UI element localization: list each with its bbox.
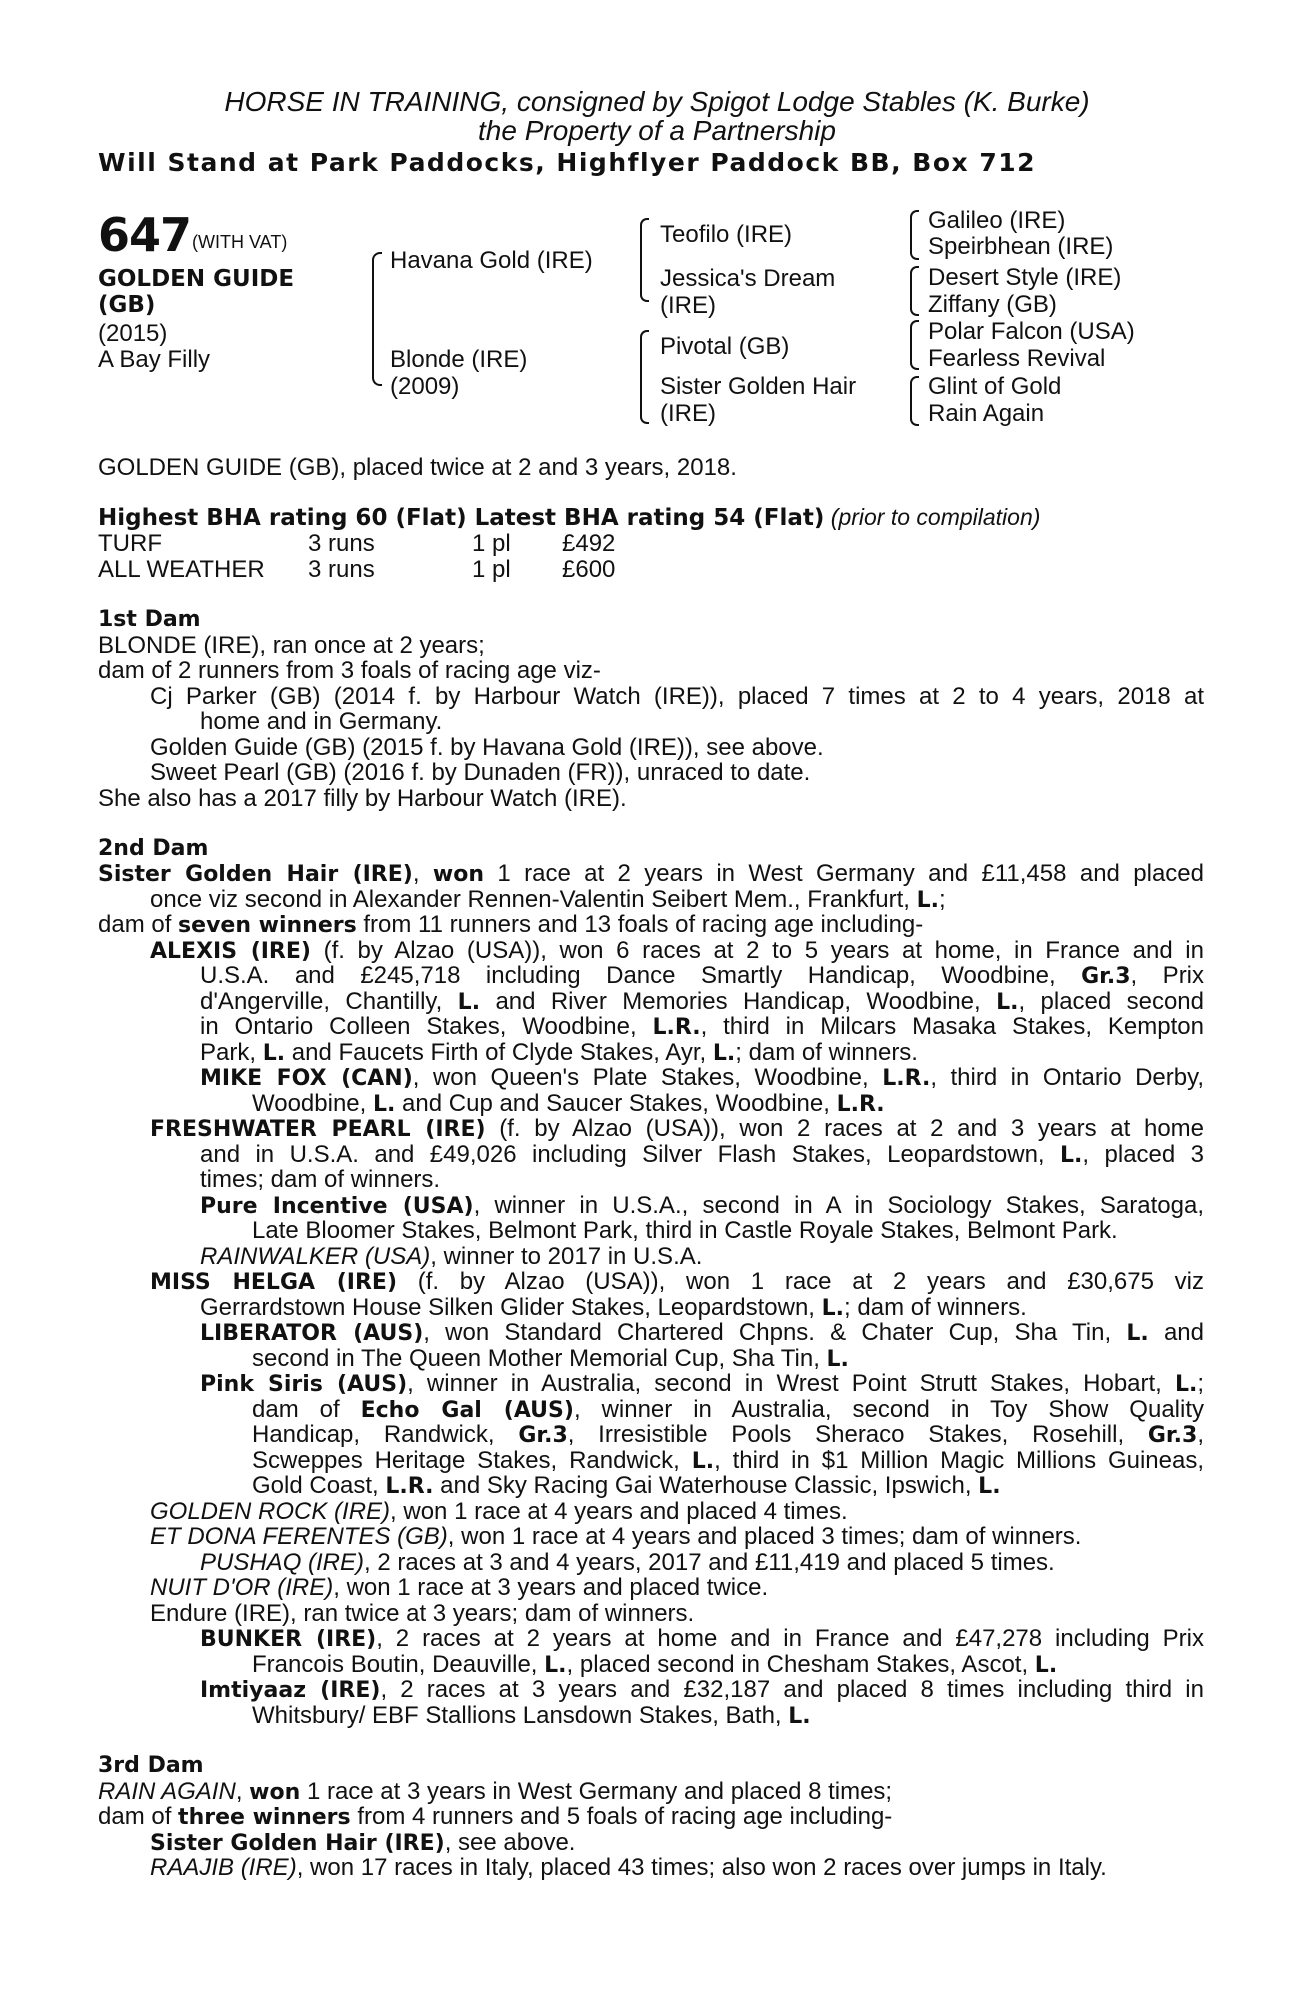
alexis-l4b: L.R.: [652, 1015, 701, 1040]
alexis-l5b: L.: [262, 1041, 286, 1066]
pure-incentive-line-1: [200, 1193, 1204, 1219]
produce-2017-filly: She also has a 2017 filly by Harbour Watch (IRE).: [98, 785, 627, 812]
mh-l2b: L.: [821, 1296, 845, 1321]
alexis-l5a: Park,: [200, 1039, 257, 1066]
liberator-line-2: [252, 1346, 849, 1372]
granddam-1: Speirbhean (IRE): [928, 233, 1114, 260]
im-l1: , 2 races at 3 years and £32,187 and placed 8 times including third in: [380, 1676, 1204, 1703]
raajib-rest: , won 17 races in Italy, placed 43 times; also won 2 races over jumps in Italy.: [296, 1854, 1107, 1881]
pi-l1: , winner in U.S.A., second in A in Sociology Stakes, Saratoga,: [473, 1192, 1205, 1219]
mike-fox-line-1: [200, 1065, 1204, 1091]
nd-rest: , won 1 race at 3 years and placed twice.: [333, 1574, 769, 1601]
alexis-l3c: and River Memories Handicap, Woodbine,: [495, 988, 981, 1015]
produce-sweet-pearl: Sweet Pearl (GB) (2016 f. by Dunaden (FR)), unraced to date.: [150, 759, 811, 786]
ps-l1a: , winner in Australia, second in Wrest Point Strutt Stakes, Hobart,: [407, 1370, 1162, 1397]
turf-runs: 3 runs: [308, 530, 375, 557]
ps-l3e: ,: [1197, 1421, 1204, 1448]
aw-runs: 3 runs: [308, 556, 375, 583]
first-dam-heading: 1st Dam: [98, 607, 201, 632]
ps-l5b: L.R.: [385, 1474, 434, 1499]
dam-line-bracket: [640, 330, 649, 424]
sgh-line-1: Sister Golden Hair (IRE), won 1 race at 2 years in West Germany and £11,458 and placed: [98, 860, 1204, 887]
alexis-line-2: [200, 963, 1204, 989]
lib-name: LIBERATOR (AUS): [200, 1321, 424, 1346]
gr-name: GOLDEN ROCK (IRE): [150, 1498, 391, 1525]
alexis-l2a: U.S.A. and £245,718 including Dance Smartly Handicap, Woodbine,: [200, 962, 1056, 989]
alexis-l5c: and Faucets Firth of Clyde Stakes, Ayr,: [291, 1039, 707, 1066]
mike-l1c: , third in Ontario Derby,: [930, 1064, 1204, 1091]
edf-rest: , won 1 race at 4 years and placed 3 times; dam of winners.: [447, 1523, 1082, 1550]
pure-incentive-line-2: Late Bloomer Stakes, Belmont Park, third in Castle Royale Stakes, Belmont Park.: [252, 1217, 1118, 1244]
fp-l2a: and in U.S.A. and £49,026 including Silver Flash Stakes, Leopardstown,: [200, 1141, 1045, 1168]
ps-l3b: Gr.3: [518, 1423, 568, 1448]
gr-rest: , won 1 race at 4 years and placed 4 times.: [390, 1498, 848, 1525]
alexis-name: ALEXIS (IRE): [150, 939, 311, 964]
alexis-l3a: d'Angerville, Chantilly,: [200, 988, 443, 1015]
g-bracket-1: [910, 210, 919, 260]
produce-cj-parker-cont: home and in Germany.: [200, 708, 443, 735]
bunker-line-1: [200, 1626, 1204, 1652]
pu-name: PUSHAQ (IRE): [200, 1549, 365, 1576]
dam3-sgh-rest: , see above.: [444, 1829, 576, 1856]
dam-of-b: seven winners: [178, 913, 357, 938]
freshwater-line-3: times; dam of winners.: [200, 1166, 441, 1193]
turf-placed: 1 pl: [472, 530, 511, 557]
miss-helga-line-2: [200, 1295, 1027, 1321]
sire-sire: Teofilo (IRE): [660, 221, 793, 248]
bu-l1: , 2 races at 2 years at home and in France and £47,278 including Prix: [376, 1625, 1205, 1652]
ps-l1c: ;: [1197, 1370, 1204, 1397]
dam3-of-c: from 4 runners and 5 foals of racing age including-: [357, 1803, 893, 1830]
miss-helga-line-1: [150, 1269, 1204, 1295]
alexis-l5d: L.: [712, 1041, 736, 1066]
granddam-2: Ziffany (GB): [928, 291, 1057, 318]
mh-l2c: ; dam of winners.: [844, 1294, 1027, 1321]
bu-l2c: , placed second in Chesham Stakes, Ascot,: [566, 1651, 1029, 1678]
rain-again-rest: 1 race at 3 years in West Germany and placed 8 times;: [306, 1778, 893, 1805]
first-dam-line: BLONDE (IRE), ran once at 2 years;: [98, 632, 485, 659]
alexis-line-3: [200, 989, 1204, 1015]
ps-l5d: L.: [978, 1474, 1001, 1499]
fp-name: FRESHWATER PEARL (IRE): [150, 1117, 486, 1142]
dam: Blonde (IRE): [390, 346, 528, 373]
third-dam-line-4: [150, 1855, 1107, 1880]
rw-rest: , winner to 2017 in U.S.A.: [430, 1243, 703, 1270]
dam3-sgh-name: Sister Golden Hair (IRE): [150, 1831, 445, 1856]
foaling-year: (2015): [98, 320, 168, 347]
lib-l1b: L.: [1126, 1321, 1149, 1346]
et-dona-ferentes-line: [150, 1524, 1081, 1549]
alexis-l3e: , placed second: [1018, 988, 1204, 1015]
ps-l5c: and Sky Racing Gai Waterhouse Classic, Ipswich,: [440, 1472, 972, 1499]
pushaq-line: [200, 1550, 1055, 1575]
g-bracket-3: [910, 320, 919, 370]
fp-l2b: L.: [1060, 1143, 1083, 1168]
mh-l1: (f. by Alzao (USA)), won 1 race at 2 years and £30,675 viz: [417, 1268, 1205, 1295]
nuit-dor-line: [150, 1575, 768, 1600]
sgh-won: won: [432, 862, 484, 887]
raajib-name: RAAJIB (IRE): [150, 1854, 297, 1881]
header-consignor: HORSE IN TRAINING, consigned by Spigot Lodge Stables (K. Burke): [224, 86, 1090, 117]
header-property: the Property of a Partnership: [478, 115, 836, 146]
dam3-of-a: dam of: [98, 1803, 172, 1830]
endure-line: Endure (IRE), ran twice at 3 years; dam of winners.: [150, 1600, 695, 1627]
pink-siris-line-3: [252, 1422, 1204, 1448]
dam-of-line: [98, 912, 923, 938]
bunker-line-2: [252, 1652, 1057, 1678]
horse-description: A Bay Filly: [98, 346, 211, 373]
grandsire-3: Polar Falcon (USA): [928, 318, 1135, 345]
alexis-l2b: Gr.3: [1081, 964, 1131, 989]
bu-name: BUNKER (IRE): [200, 1627, 377, 1652]
ps-l2b: Echo Gal (AUS): [360, 1398, 574, 1423]
bu-l2d: L.: [1034, 1653, 1058, 1678]
sire-dam-origin: (IRE): [660, 292, 716, 319]
imtiyaaz-line-2: [252, 1703, 811, 1729]
third-dam-heading: 3rd Dam: [98, 1753, 204, 1778]
produce-cj-parker: Cj Parker (GB) (2014 f. by Harbour Watch (IRE)), placed 7 times at 2 to 4 years, 2018 at: [150, 683, 1204, 710]
imtiyaaz-line-1: [200, 1677, 1204, 1703]
mike-l2a: Woodbine,: [252, 1090, 367, 1117]
turf-prize: £492: [562, 530, 616, 557]
mike-name: MIKE FOX (CAN): [200, 1066, 413, 1091]
nd-name: NUIT D'OR (IRE): [150, 1574, 334, 1601]
rain-again-won: won: [249, 1780, 301, 1805]
grandsire-4: Glint of Gold: [928, 373, 1062, 400]
aw-placed: 1 pl: [472, 556, 511, 583]
dam-dam: Sister Golden Hair: [660, 373, 857, 400]
grandsire-1: Galileo (IRE): [928, 207, 1066, 234]
pink-siris-line-1: [200, 1371, 1204, 1397]
mike-l2c: and Cup and Saucer Stakes, Woodbine,: [402, 1090, 830, 1117]
mh-l2a: Gerrardstown House Silken Glider Stakes, Leopardstown,: [200, 1294, 815, 1321]
third-dam-line-1: [98, 1779, 892, 1805]
grandsire-2: Desert Style (IRE): [928, 264, 1122, 291]
mike-fox-line-2: [252, 1091, 885, 1117]
lib-l1a: , won Standard Chartered Chpns. & Chater Cup, Sha Tin,: [423, 1319, 1112, 1346]
sire-line-bracket: [640, 218, 649, 302]
horse-origin: (GB): [98, 292, 156, 318]
bu-l2a: Francois Boutin, Deauville,: [252, 1651, 538, 1678]
liberator-line-1: [200, 1320, 1204, 1346]
freshwater-line-2: [200, 1142, 1204, 1168]
sgh-rest: 1 race at 2 years in West Germany and £11,458 and placed: [497, 860, 1204, 887]
alexis-l4a: in Ontario Colleen Stakes, Woodbine,: [200, 1013, 637, 1040]
aw-prize: £600: [562, 556, 616, 583]
golden-rock-line: [150, 1499, 848, 1524]
granddam-3: Fearless Revival: [928, 345, 1106, 372]
sire: Havana Gold (IRE): [390, 247, 593, 274]
aw-surface: ALL WEATHER: [98, 556, 265, 583]
summary-line: GOLDEN GUIDE (GB), placed twice at 2 and 3 years, 2018.: [98, 454, 737, 481]
vat-label: (WITH VAT): [192, 232, 288, 252]
ps-l5a: Gold Coast,: [252, 1472, 379, 1499]
alexis-line-4: [200, 1014, 1204, 1040]
ps-l4c: , third in $1 Million Magic Millions Guineas,: [714, 1447, 1205, 1474]
ps-l3d: Gr.3: [1147, 1423, 1198, 1448]
ratings-bold: Highest BHA rating 60 (Flat) Latest BHA rating 54 (Flat): [98, 505, 825, 531]
ps-name: Pink Siris (AUS): [200, 1372, 408, 1397]
alexis-l5e: ; dam of winners.: [735, 1039, 918, 1066]
fp-l1: (f. by Alzao (USA)), won 2 races at 2 and 3 years at home: [499, 1115, 1205, 1142]
third-dam-line-3: [150, 1830, 575, 1856]
im-l2b: L.: [788, 1704, 811, 1729]
ps-l3a: Handicap, Randwick,: [252, 1421, 495, 1448]
g-bracket-2: [910, 266, 919, 316]
ps-l4b: L.: [691, 1449, 715, 1474]
sgh-l2a: once viz second in Alexander Rennen-Valentin Seibert Mem., Frankfurt,: [150, 886, 910, 913]
rw-name: RAINWALKER (USA): [200, 1243, 431, 1270]
sgh-l2c: ;: [939, 886, 946, 913]
sire-dam: Jessica's Dream: [660, 265, 836, 292]
g-bracket-4: [910, 376, 919, 426]
mike-l1a: , won Queen's Plate Stakes, Woodbine,: [412, 1064, 869, 1091]
pink-siris-line-4: [252, 1448, 1204, 1474]
alexis-l4c: , third in Milcars Masaka Stakes, Kempton: [700, 1013, 1204, 1040]
rain-again-name: RAIN AGAIN: [98, 1778, 236, 1805]
ps-l4a: Scweppes Heritage Stakes, Randwick,: [252, 1447, 680, 1474]
mike-l2d: L.R.: [836, 1092, 885, 1117]
second-dam-heading: 2nd Dam: [98, 836, 209, 861]
edf-name: ET DONA FERENTES (GB): [150, 1523, 448, 1550]
ratings-line: [98, 504, 1040, 531]
alexis-l3d: L.: [996, 990, 1019, 1015]
bu-l2b: L.: [544, 1653, 567, 1678]
lot-number: 647: [98, 208, 192, 262]
lib-l1c: and: [1163, 1319, 1204, 1346]
im-l2a: Whitsbury/ EBF Stallions Lansdown Stakes, Bath,: [252, 1702, 782, 1729]
pink-siris-line-2: [252, 1397, 1204, 1423]
third-dam-line-2: [98, 1804, 892, 1830]
first-dam-produce: dam of 2 runners from 3 foals of racing age viz-: [98, 657, 601, 684]
dam-sire: Pivotal (GB): [660, 333, 790, 360]
alexis-l1: (f. by Alzao (USA)), won 6 races at 2 to 5 years at home, in France and in: [323, 937, 1204, 964]
dam-of-c: from 11 runners and 13 foals of racing age including-: [363, 911, 924, 938]
mike-l1b: L.R.: [882, 1066, 931, 1091]
dam-year: (2009): [390, 373, 460, 400]
freshwater-line-1: [150, 1116, 1204, 1142]
dam-dam-origin: (IRE): [660, 400, 716, 427]
dam-of-a: dam of: [98, 911, 172, 938]
rain-again-comma: ,: [235, 1778, 243, 1805]
ps-l2a: dam of: [252, 1396, 340, 1423]
ps-l3c: , Irresistible Pools Sheraco Stakes, Rosehill,: [567, 1421, 1125, 1448]
granddam-4: Rain Again: [928, 400, 1045, 427]
pi-name: Pure Incentive (USA): [200, 1194, 474, 1219]
alexis-l2c: , Prix: [1130, 962, 1205, 989]
sgh-name: Sister Golden Hair (IRE): [98, 862, 413, 887]
turf-surface: TURF: [98, 530, 162, 557]
pedigree-bracket: [372, 252, 382, 386]
lib-l2a: second in The Queen Mother Memorial Cup, Sha Tin,: [252, 1345, 820, 1372]
ps-l2c: , winner in Australia, second in Toy Show Quality: [573, 1396, 1205, 1423]
dam3-of-b: three winners: [178, 1805, 351, 1830]
pink-siris-line-5: [252, 1473, 1001, 1499]
ps-l1b: L.: [1174, 1372, 1198, 1397]
mh-name: MISS HELGA (IRE): [150, 1270, 398, 1295]
fp-l2c: , placed 3: [1082, 1141, 1205, 1168]
sgh-line-2: [150, 887, 946, 913]
pu-rest: , 2 races at 3 and 4 years, 2017 and £11,419 and placed 5 times.: [364, 1549, 1055, 1576]
horse-name: GOLDEN GUIDE: [98, 266, 295, 292]
alexis-l3b: L.: [457, 990, 481, 1015]
rainwalker-line: [200, 1244, 702, 1269]
ratings-note: (prior to compilation): [830, 504, 1041, 530]
alexis-line-1: [150, 938, 1204, 964]
mike-l2b: L.: [372, 1092, 396, 1117]
header-location: Will Stand at Park Paddocks, Highflyer Paddock BB, Box 712: [98, 148, 1037, 177]
produce-golden-guide: Golden Guide (GB) (2015 f. by Havana Gold (IRE)), see above.: [150, 734, 824, 761]
alexis-line-5: [200, 1040, 918, 1066]
im-name: Imtiyaaz (IRE): [200, 1678, 381, 1703]
lib-l2b: L.: [826, 1347, 849, 1372]
sgh-l2b: L.: [916, 888, 940, 913]
